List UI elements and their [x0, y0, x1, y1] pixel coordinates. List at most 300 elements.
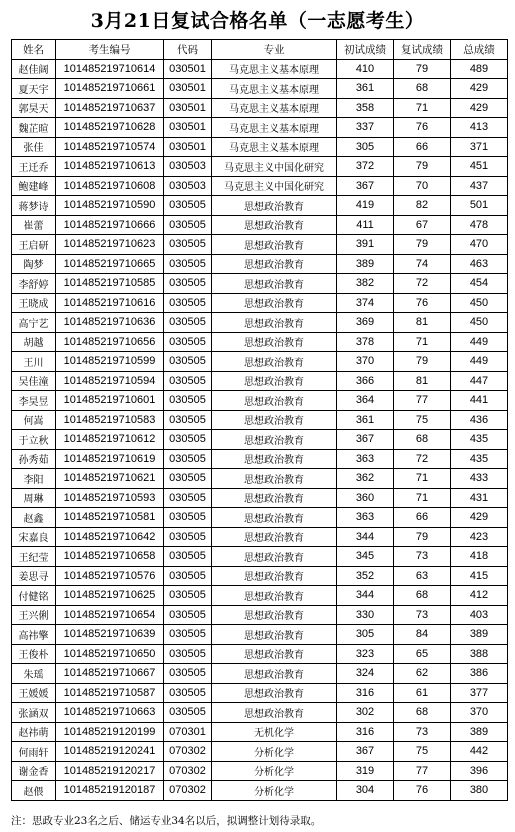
- cell-initial-score: 391: [337, 235, 394, 255]
- cell-initial-score: 316: [337, 722, 394, 742]
- cell-name: 赵祎萌: [12, 722, 56, 742]
- cell-retest-score: 68: [394, 586, 451, 606]
- cell-total-score: 370: [451, 703, 508, 723]
- cell-retest-score: 66: [394, 508, 451, 528]
- cell-major: 马克思主义基本原理: [212, 98, 337, 118]
- cell-candidate-id: 101485219120217: [56, 761, 164, 781]
- cell-total-score: 450: [451, 293, 508, 313]
- cell-name: 朱瑶: [12, 664, 56, 684]
- cell-name: 王纪莹: [12, 547, 56, 567]
- cell-name: 姜思寻: [12, 566, 56, 586]
- table-row: [12, 566, 508, 586]
- cell-total-score: 415: [451, 566, 508, 586]
- cell-candidate-id: 101485219710590: [56, 196, 164, 216]
- cell-total-score: 449: [451, 332, 508, 352]
- cell-candidate-id: 101485219710661: [56, 79, 164, 99]
- cell-major: 马克思主义中国化研究: [212, 157, 337, 177]
- cell-retest-score: 68: [394, 430, 451, 450]
- cell-candidate-id: 101485219710639: [56, 625, 164, 645]
- table-row: [12, 625, 508, 645]
- cell-retest-score: 79: [394, 352, 451, 372]
- cell-retest-score: 68: [394, 703, 451, 723]
- table-row: [12, 664, 508, 684]
- cell-retest-score: 63: [394, 566, 451, 586]
- cell-name: 周琳: [12, 488, 56, 508]
- cell-code: 030501: [164, 59, 212, 79]
- cell-code: 070302: [164, 781, 212, 801]
- table-header-row: [12, 40, 508, 60]
- cell-total-score: 436: [451, 410, 508, 430]
- table-row: [12, 488, 508, 508]
- cell-code: 070301: [164, 722, 212, 742]
- cell-major: 分析化学: [212, 781, 337, 801]
- cell-retest-score: 79: [394, 527, 451, 547]
- cell-candidate-id: 101485219710574: [56, 137, 164, 157]
- cell-major: 思想政治教育: [212, 527, 337, 547]
- header-candidate-id: 考生编号: [56, 40, 164, 60]
- cell-name: 赵偎: [12, 781, 56, 801]
- cell-retest-score: 71: [394, 469, 451, 489]
- table-row: [12, 742, 508, 762]
- table-row: [12, 449, 508, 469]
- cell-code: 030501: [164, 98, 212, 118]
- cell-name: 魏芷暄: [12, 118, 56, 138]
- cell-major: 思想政治教育: [212, 488, 337, 508]
- cell-major: 思想政治教育: [212, 254, 337, 274]
- admission-table: [11, 39, 508, 801]
- cell-total-score: 429: [451, 79, 508, 99]
- cell-code: 030505: [164, 625, 212, 645]
- cell-code: 030505: [164, 313, 212, 333]
- cell-total-score: 413: [451, 118, 508, 138]
- cell-total-score: 389: [451, 625, 508, 645]
- table-row: [12, 118, 508, 138]
- cell-initial-score: 344: [337, 527, 394, 547]
- cell-major: 思想政治教育: [212, 274, 337, 294]
- cell-candidate-id: 101485219120187: [56, 781, 164, 801]
- cell-code: 030505: [164, 605, 212, 625]
- cell-major: 思想政治教育: [212, 664, 337, 684]
- table-row: [12, 605, 508, 625]
- cell-name: 王俊朴: [12, 644, 56, 664]
- cell-total-score: 386: [451, 664, 508, 684]
- table-row: [12, 157, 508, 177]
- cell-initial-score: 330: [337, 605, 394, 625]
- cell-major: 思想政治教育: [212, 391, 337, 411]
- header-total-score: 总成绩: [451, 40, 508, 60]
- header-retest-score: 复试成绩: [394, 40, 451, 60]
- cell-initial-score: 419: [337, 196, 394, 216]
- cell-name: 高祎擎: [12, 625, 56, 645]
- table-row: [12, 137, 508, 157]
- cell-code: 030501: [164, 79, 212, 99]
- cell-code: 030505: [164, 235, 212, 255]
- cell-total-score: 454: [451, 274, 508, 294]
- cell-total-score: 447: [451, 371, 508, 391]
- cell-retest-score: 76: [394, 781, 451, 801]
- cell-total-score: 442: [451, 742, 508, 762]
- cell-code: 030501: [164, 118, 212, 138]
- header-major: 专业: [212, 40, 337, 60]
- cell-major: 思想政治教育: [212, 313, 337, 333]
- cell-code: 030505: [164, 352, 212, 372]
- cell-major: 马克思主义基本原理: [212, 137, 337, 157]
- cell-total-score: 451: [451, 157, 508, 177]
- cell-candidate-id: 101485219710608: [56, 176, 164, 196]
- cell-retest-score: 73: [394, 722, 451, 742]
- cell-major: 马克思主义基本原理: [212, 79, 337, 99]
- cell-initial-score: 358: [337, 98, 394, 118]
- cell-total-score: 423: [451, 527, 508, 547]
- cell-candidate-id: 101485219710583: [56, 410, 164, 430]
- cell-total-score: 435: [451, 449, 508, 469]
- cell-initial-score: 372: [337, 157, 394, 177]
- table-row: [12, 469, 508, 489]
- cell-name: 宋嘉良: [12, 527, 56, 547]
- table-row: [12, 527, 508, 547]
- cell-retest-score: 79: [394, 157, 451, 177]
- table-row: [12, 235, 508, 255]
- cell-major: 思想政治教育: [212, 508, 337, 528]
- cell-retest-score: 84: [394, 625, 451, 645]
- cell-candidate-id: 101485219710628: [56, 118, 164, 138]
- cell-initial-score: 304: [337, 781, 394, 801]
- cell-retest-score: 70: [394, 176, 451, 196]
- cell-candidate-id: 101485219710654: [56, 605, 164, 625]
- header-initial-score: 初试成绩: [337, 40, 394, 60]
- cell-code: 030505: [164, 254, 212, 274]
- table-row: [12, 410, 508, 430]
- cell-name: 夏天宇: [12, 79, 56, 99]
- cell-name: 吴佳潼: [12, 371, 56, 391]
- cell-major: 思想政治教育: [212, 293, 337, 313]
- cell-name: 李昊昱: [12, 391, 56, 411]
- cell-initial-score: 324: [337, 664, 394, 684]
- cell-retest-score: 74: [394, 254, 451, 274]
- cell-major: 思想政治教育: [212, 352, 337, 372]
- cell-major: 马克思主义基本原理: [212, 118, 337, 138]
- cell-name: 高宁艺: [12, 313, 56, 333]
- cell-retest-score: 79: [394, 235, 451, 255]
- cell-code: 030505: [164, 332, 212, 352]
- table-row: [12, 352, 508, 372]
- cell-major: 思想政治教育: [212, 430, 337, 450]
- footnote: 注：思政专业23名之后、储运专业34名以后，拟调整计划待录取。: [11, 815, 322, 827]
- cell-initial-score: 316: [337, 683, 394, 703]
- cell-candidate-id: 101485219710599: [56, 352, 164, 372]
- cell-retest-score: 73: [394, 605, 451, 625]
- cell-initial-score: 361: [337, 79, 394, 99]
- cell-retest-score: 62: [394, 664, 451, 684]
- cell-code: 030505: [164, 488, 212, 508]
- cell-initial-score: 378: [337, 332, 394, 352]
- table-row: [12, 781, 508, 801]
- cell-candidate-id: 101485219710665: [56, 254, 164, 274]
- cell-total-score: 437: [451, 176, 508, 196]
- table-row: [12, 293, 508, 313]
- cell-name: 王启研: [12, 235, 56, 255]
- cell-candidate-id: 101485219710621: [56, 469, 164, 489]
- cell-major: 思想政治教育: [212, 566, 337, 586]
- cell-initial-score: 361: [337, 410, 394, 430]
- cell-total-score: 501: [451, 196, 508, 216]
- cell-total-score: 418: [451, 547, 508, 567]
- cell-candidate-id: 101485219710613: [56, 157, 164, 177]
- cell-name: 赵佳阔: [12, 59, 56, 79]
- cell-total-score: 371: [451, 137, 508, 157]
- cell-major: 思想政治教育: [212, 683, 337, 703]
- cell-code: 030505: [164, 215, 212, 235]
- cell-major: 马克思主义中国化研究: [212, 176, 337, 196]
- cell-code: 030505: [164, 508, 212, 528]
- table-row: [12, 644, 508, 664]
- cell-candidate-id: 101485219710636: [56, 313, 164, 333]
- cell-initial-score: 337: [337, 118, 394, 138]
- cell-total-score: 441: [451, 391, 508, 411]
- cell-retest-score: 81: [394, 371, 451, 391]
- cell-total-score: 435: [451, 430, 508, 450]
- cell-major: 思想政治教育: [212, 586, 337, 606]
- table-row: [12, 215, 508, 235]
- cell-retest-score: 81: [394, 313, 451, 333]
- cell-major: 分析化学: [212, 761, 337, 781]
- cell-major: 马克思主义基本原理: [212, 59, 337, 79]
- cell-code: 030505: [164, 527, 212, 547]
- cell-major: 思想政治教育: [212, 547, 337, 567]
- cell-candidate-id: 101485219120199: [56, 722, 164, 742]
- cell-name: 崔蕾: [12, 215, 56, 235]
- cell-candidate-id: 101485219710642: [56, 527, 164, 547]
- cell-retest-score: 77: [394, 761, 451, 781]
- cell-total-score: 431: [451, 488, 508, 508]
- page-title: 3月21日复试合格名单（一志愿考生）: [90, 10, 425, 32]
- table-row: [12, 59, 508, 79]
- cell-name: 何嵩: [12, 410, 56, 430]
- cell-retest-score: 79: [394, 59, 451, 79]
- cell-retest-score: 72: [394, 449, 451, 469]
- cell-retest-score: 71: [394, 488, 451, 508]
- cell-initial-score: 369: [337, 313, 394, 333]
- table-row: [12, 547, 508, 567]
- cell-initial-score: 360: [337, 488, 394, 508]
- cell-candidate-id: 101485219710612: [56, 430, 164, 450]
- cell-candidate-id: 101485219710585: [56, 274, 164, 294]
- cell-major: 思想政治教育: [212, 605, 337, 625]
- cell-total-score: 429: [451, 98, 508, 118]
- cell-major: 思想政治教育: [212, 371, 337, 391]
- cell-initial-score: 367: [337, 742, 394, 762]
- cell-name: 于立秋: [12, 430, 56, 450]
- cell-candidate-id: 101485219710619: [56, 449, 164, 469]
- header-name: 姓名: [12, 40, 56, 60]
- cell-name: 何雨轩: [12, 742, 56, 762]
- cell-candidate-id: 101485219120241: [56, 742, 164, 762]
- table-row: [12, 586, 508, 606]
- table-row: [12, 371, 508, 391]
- cell-major: 思想政治教育: [212, 469, 337, 489]
- cell-retest-score: 65: [394, 644, 451, 664]
- cell-retest-score: 75: [394, 410, 451, 430]
- table-row: [12, 274, 508, 294]
- cell-candidate-id: 101485219710658: [56, 547, 164, 567]
- table-row: [12, 683, 508, 703]
- cell-major: 思想政治教育: [212, 215, 337, 235]
- cell-initial-score: 362: [337, 469, 394, 489]
- cell-major: 思想政治教育: [212, 703, 337, 723]
- cell-name: 王晓成: [12, 293, 56, 313]
- cell-initial-score: 305: [337, 625, 394, 645]
- table-row: [12, 703, 508, 723]
- cell-major: 思想政治教育: [212, 449, 337, 469]
- cell-candidate-id: 101485219710581: [56, 508, 164, 528]
- cell-code: 030505: [164, 703, 212, 723]
- table-row: [12, 722, 508, 742]
- table-row: [12, 332, 508, 352]
- table-body: [12, 59, 508, 800]
- table-row: [12, 761, 508, 781]
- cell-total-score: 489: [451, 59, 508, 79]
- cell-initial-score: 344: [337, 586, 394, 606]
- table-row: [12, 508, 508, 528]
- cell-initial-score: 374: [337, 293, 394, 313]
- cell-initial-score: 323: [337, 644, 394, 664]
- cell-retest-score: 75: [394, 742, 451, 762]
- cell-major: 思想政治教育: [212, 625, 337, 645]
- cell-name: 付健铭: [12, 586, 56, 606]
- table-row: [12, 98, 508, 118]
- cell-code: 030505: [164, 196, 212, 216]
- cell-total-score: 412: [451, 586, 508, 606]
- cell-initial-score: 382: [337, 274, 394, 294]
- cell-major: 无机化学: [212, 722, 337, 742]
- cell-code: 070302: [164, 742, 212, 762]
- cell-name: 王媛媛: [12, 683, 56, 703]
- cell-candidate-id: 101485219710637: [56, 98, 164, 118]
- cell-code: 030505: [164, 547, 212, 567]
- cell-major: 分析化学: [212, 742, 337, 762]
- cell-total-score: 449: [451, 352, 508, 372]
- cell-code: 030503: [164, 176, 212, 196]
- cell-retest-score: 73: [394, 547, 451, 567]
- cell-name: 王迁乔: [12, 157, 56, 177]
- cell-total-score: 396: [451, 761, 508, 781]
- table-row: [12, 176, 508, 196]
- cell-total-score: 380: [451, 781, 508, 801]
- cell-name: 陶梦: [12, 254, 56, 274]
- cell-initial-score: 305: [337, 137, 394, 157]
- cell-major: 思想政治教育: [212, 235, 337, 255]
- cell-major: 思想政治教育: [212, 644, 337, 664]
- cell-name: 王川: [12, 352, 56, 372]
- cell-major: 思想政治教育: [212, 196, 337, 216]
- cell-name: 鲍建峰: [12, 176, 56, 196]
- cell-code: 030505: [164, 410, 212, 430]
- cell-retest-score: 61: [394, 683, 451, 703]
- cell-initial-score: 345: [337, 547, 394, 567]
- cell-candidate-id: 101485219710593: [56, 488, 164, 508]
- cell-code: 030505: [164, 449, 212, 469]
- table-row: [12, 196, 508, 216]
- cell-total-score: 478: [451, 215, 508, 235]
- cell-initial-score: 363: [337, 449, 394, 469]
- cell-name: 李阳: [12, 469, 56, 489]
- cell-code: 030501: [164, 137, 212, 157]
- header-code: 代码: [164, 40, 212, 60]
- cell-total-score: 403: [451, 605, 508, 625]
- cell-initial-score: 352: [337, 566, 394, 586]
- cell-name: 张佳: [12, 137, 56, 157]
- cell-candidate-id: 101485219710601: [56, 391, 164, 411]
- cell-total-score: 450: [451, 313, 508, 333]
- cell-code: 030505: [164, 683, 212, 703]
- cell-major: 思想政治教育: [212, 410, 337, 430]
- cell-candidate-id: 101485219710616: [56, 293, 164, 313]
- cell-initial-score: 370: [337, 352, 394, 372]
- cell-total-score: 433: [451, 469, 508, 489]
- cell-candidate-id: 101485219710650: [56, 644, 164, 664]
- cell-retest-score: 67: [394, 215, 451, 235]
- cell-name: 胡越: [12, 332, 56, 352]
- cell-retest-score: 82: [394, 196, 451, 216]
- table-row: [12, 254, 508, 274]
- cell-retest-score: 72: [394, 274, 451, 294]
- cell-total-score: 377: [451, 683, 508, 703]
- cell-retest-score: 71: [394, 332, 451, 352]
- cell-initial-score: 364: [337, 391, 394, 411]
- cell-retest-score: 77: [394, 391, 451, 411]
- cell-total-score: 470: [451, 235, 508, 255]
- cell-retest-score: 66: [394, 137, 451, 157]
- cell-code: 030505: [164, 274, 212, 294]
- table-row: [12, 391, 508, 411]
- cell-candidate-id: 101485219710587: [56, 683, 164, 703]
- cell-candidate-id: 101485219710614: [56, 59, 164, 79]
- cell-retest-score: 71: [394, 98, 451, 118]
- cell-code: 070302: [164, 761, 212, 781]
- cell-total-score: 388: [451, 644, 508, 664]
- cell-code: 030505: [164, 469, 212, 489]
- cell-code: 030505: [164, 664, 212, 684]
- cell-name: 王兴俐: [12, 605, 56, 625]
- cell-initial-score: 367: [337, 430, 394, 450]
- cell-retest-score: 76: [394, 293, 451, 313]
- cell-code: 030505: [164, 430, 212, 450]
- cell-name: 张涵双: [12, 703, 56, 723]
- cell-code: 030505: [164, 566, 212, 586]
- cell-candidate-id: 101485219710594: [56, 371, 164, 391]
- cell-candidate-id: 101485219710623: [56, 235, 164, 255]
- cell-initial-score: 389: [337, 254, 394, 274]
- cell-name: 郭昊天: [12, 98, 56, 118]
- cell-total-score: 463: [451, 254, 508, 274]
- cell-initial-score: 367: [337, 176, 394, 196]
- cell-candidate-id: 101485219710576: [56, 566, 164, 586]
- cell-retest-score: 76: [394, 118, 451, 138]
- cell-candidate-id: 101485219710656: [56, 332, 164, 352]
- cell-total-score: 429: [451, 508, 508, 528]
- cell-candidate-id: 101485219710667: [56, 664, 164, 684]
- cell-retest-score: 68: [394, 79, 451, 99]
- cell-code: 030505: [164, 293, 212, 313]
- cell-candidate-id: 101485219710663: [56, 703, 164, 723]
- cell-initial-score: 366: [337, 371, 394, 391]
- cell-initial-score: 363: [337, 508, 394, 528]
- cell-name: 孙秀茹: [12, 449, 56, 469]
- cell-name: 李舒婷: [12, 274, 56, 294]
- table-row: [12, 313, 508, 333]
- table-row: [12, 79, 508, 99]
- cell-candidate-id: 101485219710666: [56, 215, 164, 235]
